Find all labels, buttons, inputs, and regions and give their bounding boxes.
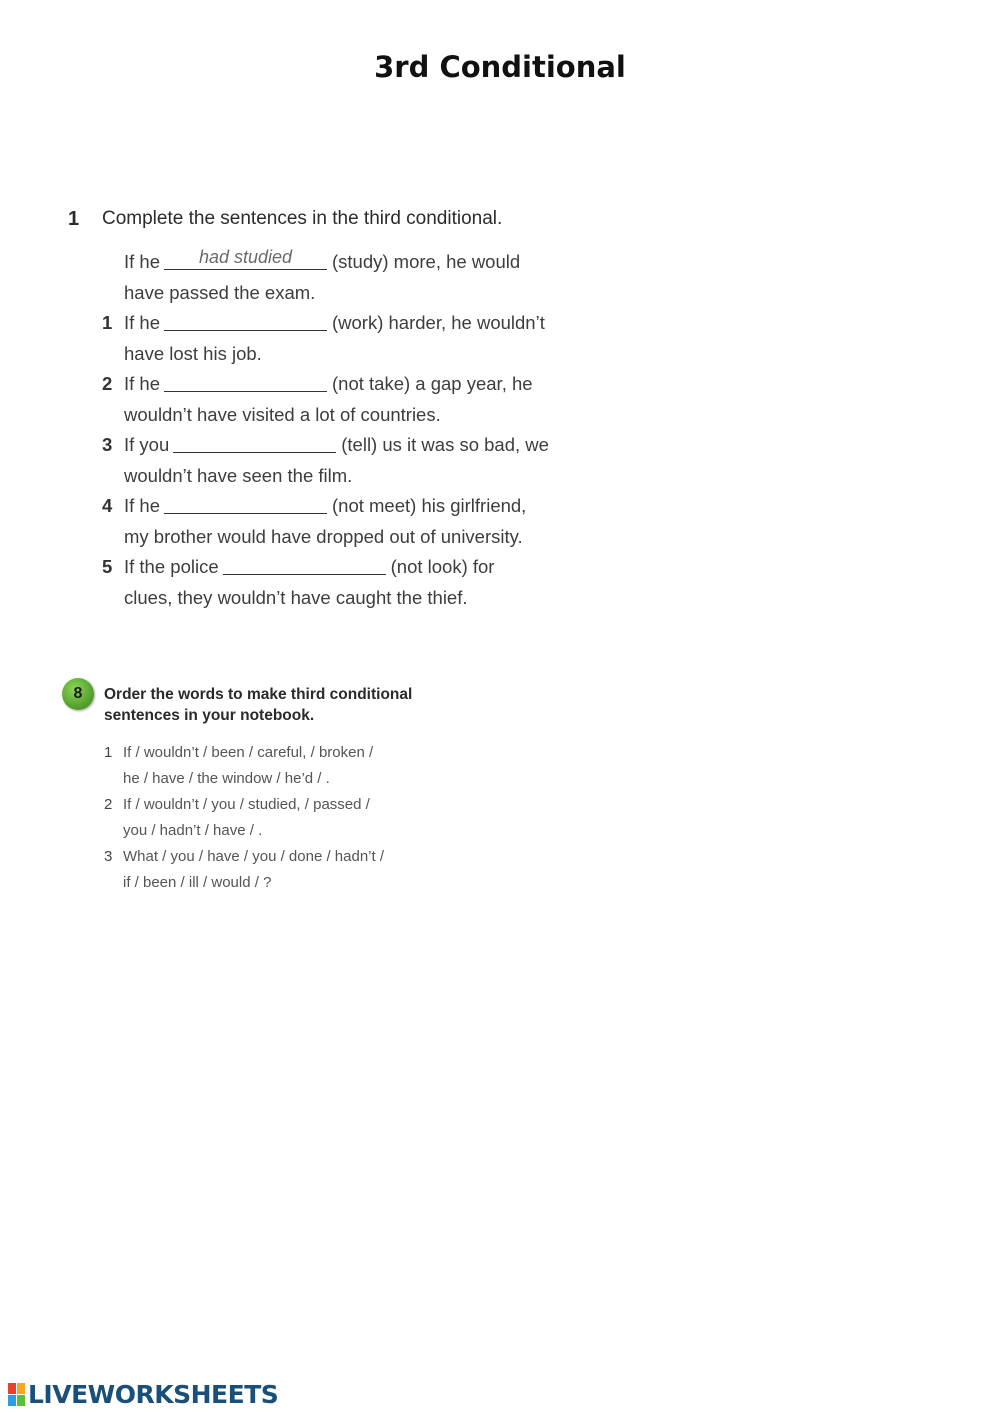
answer-blank[interactable] <box>164 491 327 514</box>
sentence-start: If he <box>124 251 160 272</box>
logo-block <box>17 1383 25 1394</box>
sentence-continuation: wouldn’t have visited a lot of countries. <box>124 403 441 425</box>
example-answer: had studied <box>198 247 293 267</box>
item-number: 4 <box>102 495 113 516</box>
exercise-8-instruction <box>104 678 462 726</box>
answer-blank[interactable] <box>173 430 336 453</box>
item-number: 5 <box>102 556 113 577</box>
item-number: 3 <box>104 848 113 865</box>
exercise-instruction: Complete the sentences in the third conditional. <box>102 208 503 229</box>
sentence-continuation: have lost his job. <box>124 342 262 364</box>
list-item <box>102 369 588 430</box>
exercise-number-badge: 8 <box>62 678 94 710</box>
instruction-line-2: sentences in your notebook. <box>104 707 315 724</box>
sentence-continuation: clues, they wouldn’t have caught the thief. <box>124 586 468 608</box>
word-prompt-line-1: If / wouldn’t / you / studied, / passed / <box>123 796 370 813</box>
page-title: 3rd Conditional <box>374 50 626 84</box>
logo-text: LIVEWORKSHEETS <box>28 1380 279 1409</box>
list-item <box>102 308 588 369</box>
exercise-1-list <box>102 247 588 613</box>
item-number: 3 <box>102 434 113 455</box>
logo-block <box>8 1383 16 1394</box>
item-number: 2 <box>102 373 113 394</box>
item-number: 1 <box>102 312 113 333</box>
logo-block <box>8 1395 16 1406</box>
exercise-8 <box>62 678 462 896</box>
exercise-number: 1 <box>68 207 80 230</box>
sentence-start: If the police <box>124 556 219 577</box>
sentence-continuation: have passed the exam. <box>124 281 316 303</box>
list-item <box>102 430 588 491</box>
liveworksheets-logo <box>8 1380 278 1409</box>
item-number: 1 <box>104 744 113 761</box>
sentence-start: If you <box>124 434 170 455</box>
list-item <box>102 491 588 552</box>
sentence-start: If he <box>124 495 160 516</box>
list-item <box>102 552 588 613</box>
word-prompt-line-2: if / been / ill / would / ? <box>123 874 272 891</box>
list-item <box>104 844 462 896</box>
sentence-end: (not look) for <box>390 556 495 577</box>
sentence-end: (not meet) his girlfriend, <box>332 495 527 516</box>
example-answer-blank <box>164 247 327 270</box>
answer-blank[interactable] <box>164 308 327 331</box>
item-number: 2 <box>104 796 113 813</box>
logo-mark-icon <box>8 1383 25 1406</box>
instruction-line-1: Order the words to make third conditional <box>104 686 413 703</box>
word-prompt-line-2: you / hadn’t / have / . <box>123 822 263 839</box>
word-prompt-line-1: What / you / have / you / done / hadn’t / <box>123 848 384 865</box>
sentence-end: (work) harder, he wouldn’t <box>332 312 545 333</box>
example-item <box>102 247 588 308</box>
logo-block <box>17 1395 25 1406</box>
sentence-continuation: my brother would have dropped out of university. <box>124 525 523 547</box>
list-item <box>104 792 462 844</box>
sentence-start: If he <box>124 373 160 394</box>
exercise-1 <box>68 205 588 613</box>
sentence-start: If he <box>124 312 160 333</box>
list-item <box>104 740 462 792</box>
word-prompt-line-1: If / wouldn’t / been / careful, / broken / <box>123 744 374 761</box>
exercise-8-list <box>104 740 462 896</box>
answer-blank[interactable] <box>164 369 327 392</box>
word-prompt-line-2: he / have / the window / he’d / . <box>123 770 330 787</box>
answer-blank[interactable] <box>223 552 386 575</box>
sentence-end: (not take) a gap year, he <box>332 373 533 394</box>
sentence-end: (study) more, he would <box>332 251 521 272</box>
sentence-continuation: wouldn’t have seen the film. <box>124 464 353 486</box>
sentence-end: (tell) us it was so bad, we <box>341 434 549 455</box>
exercise-1-header <box>68 205 588 233</box>
